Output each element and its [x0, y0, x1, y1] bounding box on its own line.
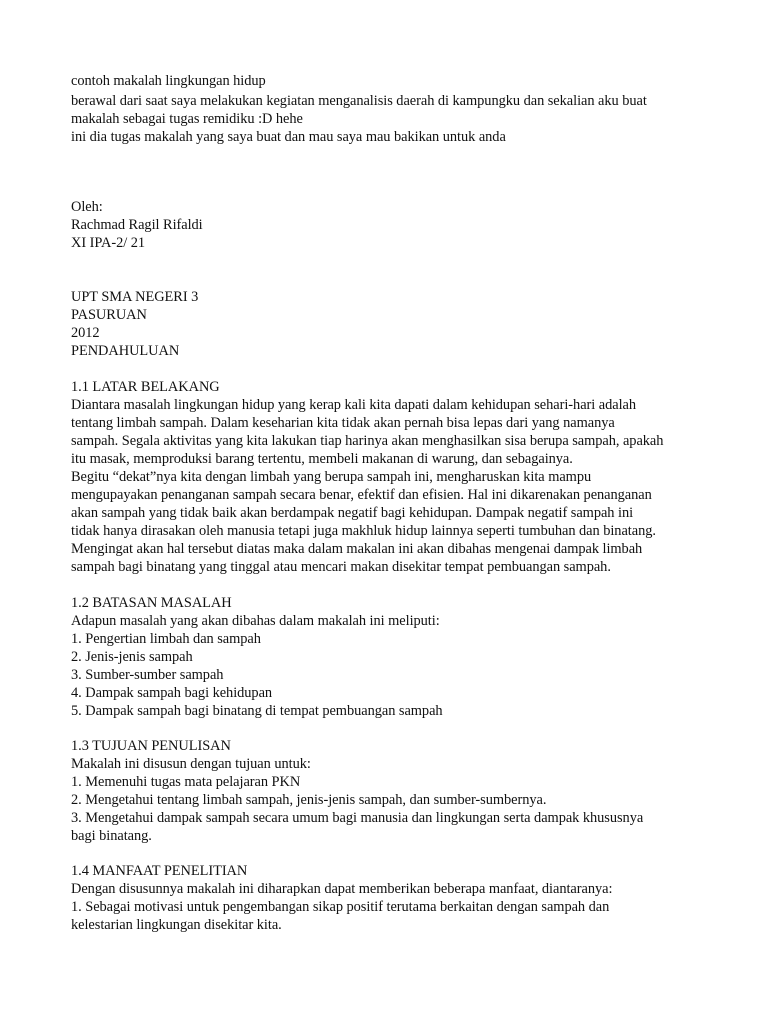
paragraph-line: Mengingat akan hal tersebut diatas maka dalam makalan ini akan dibahas mengenai dampak limbah — [71, 541, 643, 557]
paragraph-line: Adapun masalah yang akan dibahas dalam makalah ini meliputi: — [71, 613, 440, 629]
list-item: 1. Pengertian limbah dan sampah — [71, 631, 261, 647]
list-item: 1. Memenuhi tugas mata pelajaran PKN — [71, 774, 301, 790]
paragraph-line: Diantara masalah lingkungan hidup yang kerap kali kita dapati dalam kehidupan sehari-hari adalah — [71, 397, 637, 413]
list-item: bagi binatang. — [71, 828, 152, 844]
intro-title: contoh makalah lingkungan hidup — [71, 73, 266, 89]
paragraph-line: sampah. Segala aktivitas yang kita lakukan tiap harinya akan menghasilkan sisa berupa sampah, apakah — [71, 433, 664, 449]
paragraph-line: sampah bagi binatang yang tinggal atau mencari makan disekitar tempat pembuangan sampah. — [71, 559, 611, 575]
paragraph-line: Makalah ini disusun dengan tujuan untuk: — [71, 756, 311, 772]
list-item: 2. Mengetahui tentang limbah sampah, jenis-jenis sampah, dan sumber-sumbernya. — [71, 792, 547, 808]
intro-line: ini dia tugas makalah yang saya buat dan mau saya mau bakikan untuk anda — [71, 129, 506, 145]
paragraph-line: mengupayakan penanganan sampah secara benar, efektif dan efisien. Hal ini dikarenakan penanganan — [71, 487, 652, 503]
list-item: 4. Dampak sampah bagi kehidupan — [71, 685, 273, 701]
paragraph-line: tidak hanya dirasakan oleh manusia tetapi juga makhluk hidup lainnya seperti tumbuhan dan binatang. — [71, 523, 656, 539]
paragraph-line: tentang limbah sampah. Dalam keseharian kita tidak akan pernah bisa lepas dari yang namanya — [71, 415, 615, 431]
list-item: 3. Mengetahui dampak sampah secara umum bagi manusia dan lingkungan serta dampak khususnya — [71, 810, 644, 826]
paragraph-line: akan sampah yang tidak baik akan berdampak negatif bagi kehidupan. Dampak negatif sampah ini — [71, 505, 634, 521]
intro-line: makalah sebagai tugas remidiku :D hehe — [71, 111, 303, 127]
list-item: 2. Jenis-jenis sampah — [71, 649, 193, 665]
section-heading: 1.3 TUJUAN PENULISAN — [71, 738, 231, 754]
intro-line: berawal dari saat saya melakukan kegiatan menganalisis daerah di kampungku dan sekalian aku buat — [71, 93, 647, 109]
author-name: Rachmad Ragil Rifaldi — [71, 217, 203, 233]
section-heading: 1.2 BATASAN MASALAH — [71, 595, 232, 611]
list-item: kelestarian lingkungan disekitar kita. — [71, 917, 282, 933]
school-name: UPT SMA NEGERI 3 — [71, 289, 199, 305]
school-city: PASURUAN — [71, 307, 147, 323]
author-label: Oleh: — [71, 199, 103, 215]
author-class: XI IPA-2/ 21 — [71, 235, 146, 251]
paragraph-line: Dengan disusunnya makalah ini diharapkan dapat memberikan beberapa manfaat, diantaranya: — [71, 881, 613, 897]
paragraph-line: Begitu “dekat”nya kita dengan limbah yang berupa sampah ini, mengharuskan kita mampu — [71, 469, 592, 485]
list-item: 1. Sebagai motivasi untuk pengembangan sikap positif terutama berkaitan dengan sampah dan — [71, 899, 610, 915]
list-item: 5. Dampak sampah bagi binatang di tempat pembuangan sampah — [71, 703, 443, 719]
section-heading: 1.4 MANFAAT PENELITIAN — [71, 863, 248, 879]
section-heading: 1.1 LATAR BELAKANG — [71, 379, 220, 395]
list-item: 3. Sumber-sumber sampah — [71, 667, 224, 683]
document-year: 2012 — [71, 325, 100, 341]
chapter-heading: PENDAHULUAN — [71, 343, 180, 359]
paragraph-line: itu masak, memproduksi barang tertentu, membeli makanan di warung, dan sebagainya. — [71, 451, 573, 467]
